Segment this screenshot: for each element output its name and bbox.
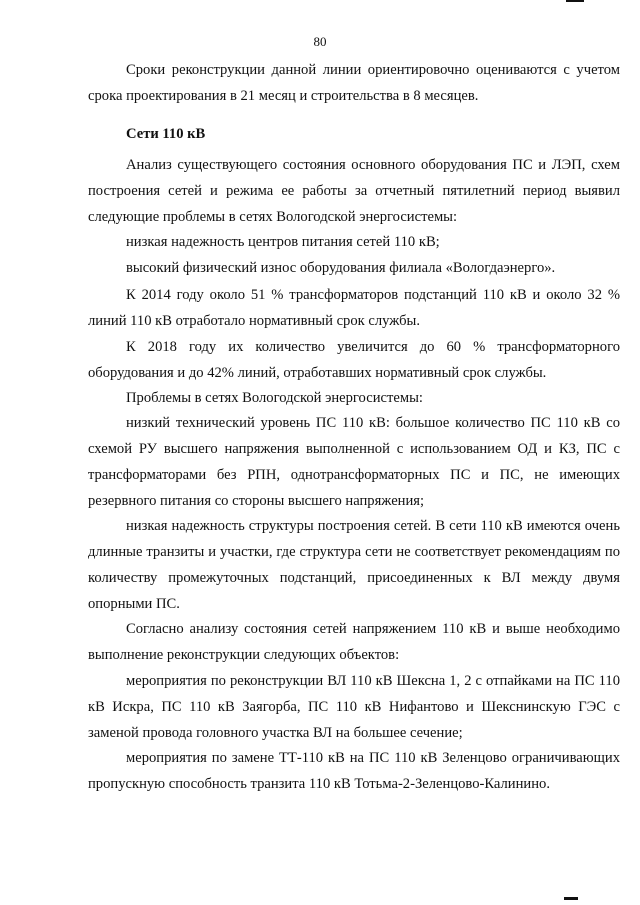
paragraph-measures-sheksna: мероприятия по реконструкции ВЛ 110 кВ Шексна 1, 2 с отпайками на ПС 110 кВ Искра, ПС 110 кВ Заягорба, ПС 110 кВ Нифантово и Шекснинскую ГЭС с заменой провода головного участка ВЛ на большее сечение; [88,673,620,741]
paragraph-network-structure: низкая надежность структуры построения сетей. В сети 110 кВ имеются очень длинные транзиты и участки, где структура сети не соответствует рекомендациям по количеству промежуточных подстанций, присоединенных к ВЛ между двумя опорными ПС. [88,518,620,612]
paragraph-measures-tt110: мероприятия по замене ТТ-110 кВ на ПС 110 кВ Зеленцово ограничивающих пропускную способность транзита 110 кВ Тотьма-2-Зеленцово-Калинино. [88,750,620,792]
paragraph-analysis: Анализ существующего состояния основного оборудования ПС и ЛЭП, схем построения сетей и режима ее работы за отчетный пятилетний период выявил следующие проблемы в сетях Вологодской энергосистемы: [88,157,620,225]
corner-mark-top [566,0,584,2]
paragraph-reconstruction-needed: Согласно анализу состояния сетей напряжением 110 кВ и выше необходимо выполнение реконструкции следующих объектов: [88,621,620,663]
corner-mark-bottom [564,897,578,900]
paragraph-2018: К 2018 году их количество увеличится до 60 % трансформаторного оборудования и до 42% линий, отработавших нормативный срок службы. [88,339,620,381]
paragraph-reconstruction-terms: Сроки реконструкции данной линии ориентировочно оцениваются с учетом срока проектирования в 21 месяц и строительства в 8 месяцев. [88,62,620,104]
section-heading-110kv: Сети 110 кВ [126,126,206,142]
paragraph-2014: К 2014 году около 51 % трансформаторов подстанций 110 кВ и около 32 % линий 110 кВ отработало нормативный срок службы. [88,287,620,329]
paragraph-technical-level: низкий технический уровень ПС 110 кВ: большое количество ПС 110 кВ со схемой РУ высшего напряжения выполненной с использованием ОД и КЗ, ПС с трансформаторами без РПН, однотрансформаторных ПС и ПС, не имеющих резервного питания со стороны высшего напряжения; [88,415,620,509]
paragraph-wear: высокий физический износ оборудования филиала «Вологдаэнерго». [126,260,556,276]
page-number: 80 [313,34,327,49]
paragraph-problems-heading: Проблемы в сетях Вологодской энергосистемы: [126,390,423,406]
paragraph-low-reliability: низкая надежность центров питания сетей 110 кВ; [126,234,440,250]
